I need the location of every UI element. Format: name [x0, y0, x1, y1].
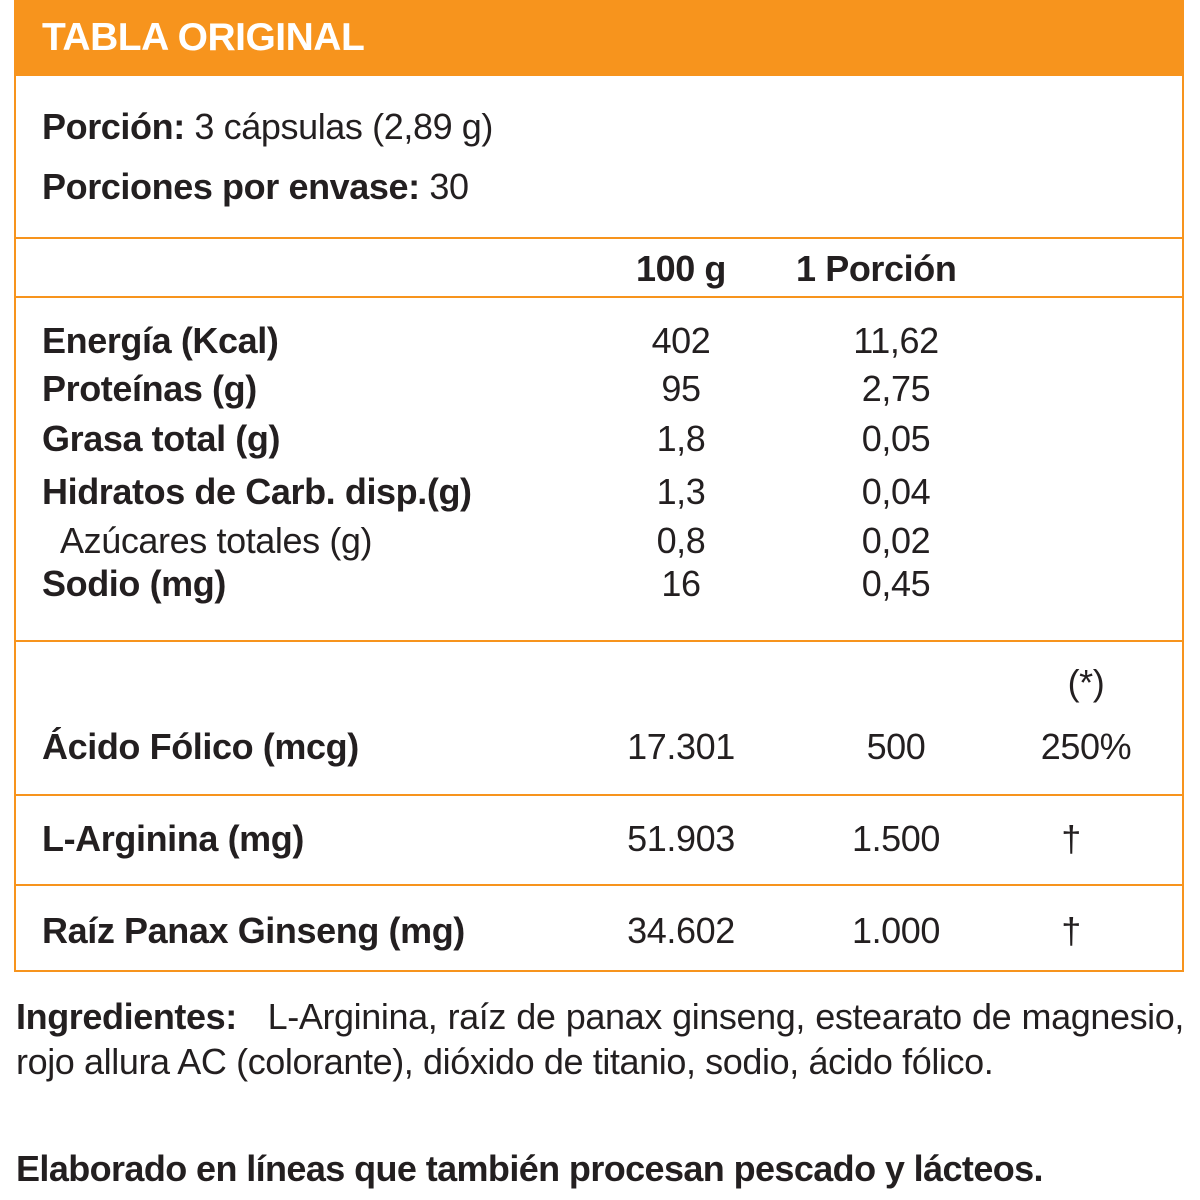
active-name: Raíz Panax Ginseng (mg): [42, 910, 465, 951]
nutrient-per-portion: 2,75: [861, 368, 931, 409]
active-name: L-Arginina (mg): [42, 818, 304, 859]
nutrient-name: Grasa total (g): [42, 418, 281, 459]
nutrient-name: Proteínas (g): [42, 368, 257, 409]
nutrient-per-portion: 0,02: [861, 520, 931, 561]
divider: [16, 296, 1182, 298]
nutrient-per-100g: 1,8: [656, 418, 706, 459]
active-per-100g: 51.903: [627, 818, 735, 859]
nutrient-name: Azúcares totales (g): [60, 520, 373, 561]
servings-per-container-row: [42, 166, 469, 208]
column-header-portion: 1 Porción: [796, 248, 957, 289]
ingredients-paragraph: [16, 994, 1184, 1084]
nutrient-per-portion: 0,45: [861, 563, 931, 604]
portion-row: [42, 106, 493, 148]
active-per-portion: 1.000: [851, 910, 941, 951]
nutrient-per-portion: 0,05: [861, 418, 931, 459]
nutrient-per-portion: 0,04: [861, 471, 931, 512]
nutrition-table: [14, 0, 1184, 972]
divider: [16, 640, 1182, 642]
nutrient-per-100g: 1,3: [656, 471, 706, 512]
allergen-notice: Elaborado en líneas que también procesan pescado y lácteos.: [16, 1148, 1043, 1189]
table-title: TABLA ORIGINAL: [16, 0, 1182, 76]
servings-per-container-value: 30: [429, 166, 469, 207]
active-daily-value: †: [1061, 818, 1081, 859]
active-daily-value: 250%: [1040, 726, 1132, 767]
nutrient-per-portion: 11,62: [853, 320, 939, 361]
active-per-100g: 17.301: [627, 726, 735, 767]
nutrient-per-100g: 402: [651, 320, 711, 361]
nutrient-name: Sodio (mg): [42, 563, 226, 604]
servings-per-container-label: Porciones por envase:: [42, 166, 420, 207]
portion-value: 3 cápsulas (2,89 g): [194, 106, 493, 147]
nutrient-per-100g: 0,8: [656, 520, 706, 561]
ingredients-text: L-Arginina, raíz de panax ginseng, estearato de magnesio, rojo allura AC (colorante), dióxido de titanio, sodio, ácido fólico.: [16, 996, 1185, 1082]
active-per-portion: 500: [866, 726, 926, 767]
active-name: Ácido Fólico (mcg): [42, 726, 359, 767]
daily-value-reference-header: (*): [1067, 662, 1105, 703]
ingredients-label: Ingredientes:: [16, 996, 237, 1037]
active-per-portion: 1.500: [851, 818, 941, 859]
nutrient-name: Energía (Kcal): [42, 320, 279, 361]
nutrient-per-100g: 16: [661, 563, 701, 604]
divider: [16, 884, 1182, 886]
nutrient-name: Hidratos de Carb. disp.(g): [42, 471, 472, 512]
portion-label: Porción:: [42, 106, 185, 147]
nutrient-per-100g: 95: [661, 368, 701, 409]
divider: [16, 794, 1182, 796]
column-header-100g: 100 g: [635, 248, 727, 289]
divider: [16, 237, 1182, 239]
active-daily-value: †: [1061, 910, 1081, 951]
active-per-100g: 34.602: [627, 910, 735, 951]
